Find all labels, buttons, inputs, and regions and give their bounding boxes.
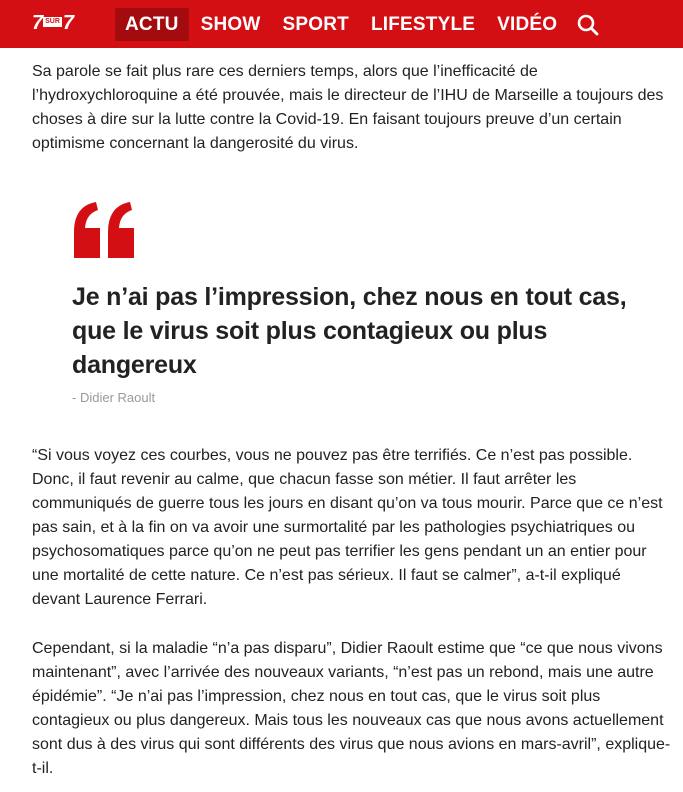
nav-item-actu[interactable]: ACTU bbox=[115, 8, 189, 41]
top-navigation-bar bbox=[0, 0, 683, 48]
site-logo[interactable] bbox=[32, 12, 73, 34]
article-paragraph-3: Cependant, si la maladie “n’a pas disparu”, Didier Raoult estime que “ce que nous vivons maintenant”, avec l’arrivée des nouveaux variants, “n’est pas un rebond, mais une autre épidémie”. “Je n’ai pas l’impression, chez nous en tout cas, que le virus soit plus contagieux ou plus dangereux. Mais tous les nouveaux cas que nous avons actuellement sont dus à des virus qui sont différents des virus que nous avions en mars-avril”, explique-t-il. bbox=[32, 640, 671, 777]
logo-right: 7 bbox=[62, 11, 74, 34]
logo-left: 7 bbox=[32, 11, 43, 34]
nav-item-show[interactable]: SHOW bbox=[200, 14, 261, 35]
quote-icon bbox=[72, 198, 136, 262]
article-paragraph-2: “Si vous voyez ces courbes, vous ne pouvez pas être terrifiés. Ce n’est pas possible. Donc, il faut revenir au calme, que chacun fasse son métier. Il faut arrêter les communiqués de guerre tous les jours en disant qu’on va tous mourir. Parce que ce n’est pas sain, et à la fin on va avoir une surmortalité par les pathologies psychiatriques ou psychosomatiques parce qu’on ne peut pas terrifier les gens pendant un an entier pour une mortalité de cette nature. Ce n’est pas sérieux. Il faut se calmer”, a-t-il expliqué devant Laurence Ferrari. bbox=[32, 447, 663, 608]
pull-quote bbox=[72, 198, 672, 405]
nav-item-lifestyle[interactable]: LIFESTYLE bbox=[370, 14, 476, 35]
quote-author: - Didier Raoult bbox=[72, 390, 156, 405]
nav-item-video[interactable]: VIDÉO bbox=[497, 14, 558, 35]
search-icon[interactable] bbox=[577, 14, 599, 36]
nav-item-sport[interactable]: SPORT bbox=[282, 14, 349, 35]
main-nav bbox=[115, 8, 599, 41]
quote-text: Je n’ai pas l’impression, chez nous en tout cas, que le virus soit plus contagieux ou plus dangereux bbox=[72, 283, 627, 379]
logo-sup: SUR bbox=[45, 18, 60, 25]
article-paragraph-1: Sa parole se fait plus rare ces derniers temps, alors que l’inefficacité de l’hydroxychloroquine a été prouvée, mais le directeur de l’IHU de Marseille a toujours des choses à dire sur la lutte contre la Covid-19. En faisant toujours preuve d’un certain optimisme concernant la dangerosité du virus. bbox=[32, 63, 664, 152]
